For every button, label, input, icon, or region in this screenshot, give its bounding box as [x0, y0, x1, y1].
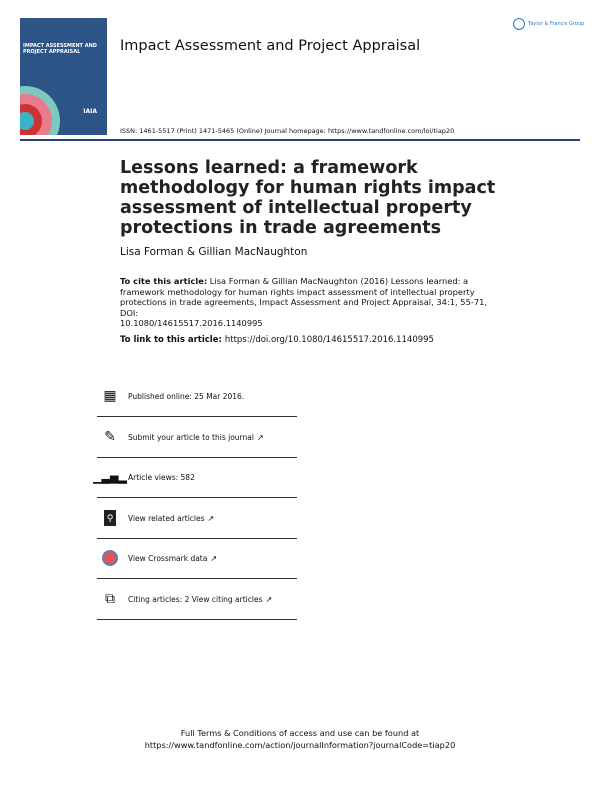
bar-chart-icon: ▁▃▅▂ [93, 470, 127, 484]
article-authors: Lisa Forman & Gillian MacNaughton [120, 246, 308, 258]
journal-cover-image [20, 18, 107, 135]
citation: To cite this article: Lisa Forman & Gillian MacNaughton (2016) Lessons learned: a framework methodology for human rights impact assessment of intellectual property protections in trade agreements, Impact Assessment and Project Appraisal, 34:1, 55-71, DOI: 10.1080/14615517.2016.1140995 [120, 276, 488, 328]
published-online: ▦ Published online: 25 Mar 2016. [97, 376, 297, 417]
external-link-icon: ↗ [256, 432, 264, 442]
crossmark-icon [100, 550, 120, 566]
external-link-icon: ↗ [265, 594, 273, 604]
issn-line: ISSN: 1461-5517 (Print) 1471-5465 (Online) Journal homepage: https://www.tandfonline.com/loi/tiap20 [120, 127, 455, 135]
crossmark-link[interactable]: View Crossmark data ↗ [97, 538, 297, 579]
external-link-icon: ↗ [207, 513, 215, 523]
external-link-icon: ↗ [210, 553, 218, 563]
journal-homepage-link[interactable]: https://www.tandfonline.com/loi/tiap20 [327, 127, 455, 135]
article-link-line: To link to this article: https://doi.org/10.1080/14615517.2016.1140995 [120, 335, 434, 345]
footer-url[interactable]: https://www.tandfonline.com/action/journalInformation?journalCode=tiap20 [144, 740, 456, 750]
header-rule [20, 139, 580, 141]
submit-article-link[interactable]: ✎ Submit your article to this journal ↗ [97, 417, 297, 458]
calendar-icon: ▦ [103, 388, 117, 404]
article-views: ▁▃▅▂ Article views: 582 [97, 457, 297, 498]
footer-terms: Full Terms & Conditions of access and use can be found at [180, 728, 420, 738]
journal-title: Impact Assessment and Project Appraisal [120, 38, 421, 54]
cover-logo: IAIA [83, 108, 97, 115]
publisher-logo: Taylor & Francis Group [513, 18, 584, 30]
footer [0, 727, 600, 751]
cover-title: IMPACT ASSESSMENT AND PROJECT APPRAISAL [23, 43, 97, 55]
related-articles-link[interactable]: ⚲ View related articles ↗ [97, 498, 297, 539]
article-doi-url[interactable]: https://doi.org/10.1080/14615517.2016.1140995 [224, 335, 434, 345]
doi-link[interactable]: 10.1080/14615517.2016.1140995 [120, 318, 263, 328]
citing-icon: ⧉ [105, 591, 115, 607]
related-search-icon: ⚲ [100, 510, 120, 526]
edit-icon: ✎ [104, 429, 116, 445]
article-title: Lessons learned: a framework methodology for human rights impact assessment of intellectual property protections in trade agreements [120, 158, 496, 238]
citing-articles-link[interactable]: ⧉ Citing articles: 2 View citing articles ↗ [97, 579, 297, 620]
